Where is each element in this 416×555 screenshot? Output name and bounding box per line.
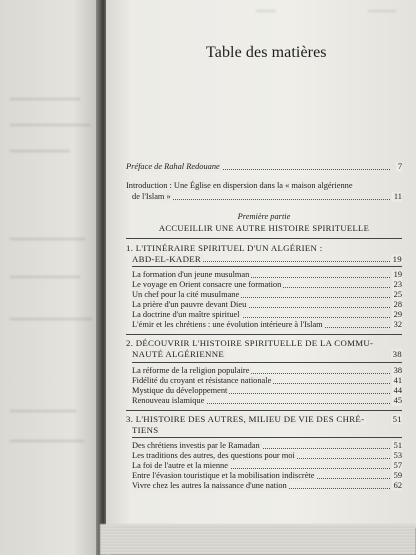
section-page: 38: [392, 349, 402, 359]
toc-entry-label: de l'Islam »: [132, 192, 171, 201]
toc-entry-preface: [126, 162, 402, 172]
toc-item-page: 57: [393, 461, 402, 470]
toc-item: [132, 280, 402, 290]
toc-item-label: L'émir et les chrétiens : une évolution intérieure à l'Islam: [132, 320, 323, 329]
section-divider: [126, 238, 402, 239]
toc-item-page: 25: [393, 290, 402, 299]
page-title: Table des matières: [206, 44, 327, 61]
toc-item: [132, 376, 402, 386]
toc-entry-label: Préface de Rahal Redouane: [126, 162, 220, 171]
toc-item-label: Des chrétiens investis par le Ramadan: [132, 441, 260, 450]
toc-item-page: 32: [393, 320, 402, 329]
toc-item-page: 19: [393, 270, 402, 279]
toc-item-page: 44: [393, 386, 402, 395]
toc-item: [132, 396, 402, 406]
toc-item-label: La réforme de la religion populaire: [132, 366, 250, 375]
section-3-title-cont: TIENS: [132, 425, 159, 435]
section-2-title-cont: [132, 349, 402, 359]
section-title-label: ABD-EL-KADER: [132, 254, 202, 264]
toc-item: [132, 320, 402, 330]
toc-item-page: 62: [393, 481, 402, 490]
toc-item: [132, 270, 402, 280]
toc-item: [132, 310, 402, 320]
toc-item-label: La formation d'un jeune musulman: [132, 270, 250, 279]
section-1-title: 1. L'ITINÉRAIRE SPIRITUEL D'UN ALGÉRIEN :: [126, 243, 323, 253]
page-stack-edge: [100, 524, 416, 555]
toc-item-page: 51: [393, 441, 402, 450]
toc-item: [132, 386, 402, 396]
section-page: 51: [392, 414, 402, 424]
section-underline: [132, 362, 402, 363]
toc-entry-introduction-cont: [132, 192, 402, 202]
toc-item: [132, 366, 402, 376]
toc-item-page: 41: [393, 376, 402, 385]
toc-item: [132, 451, 402, 461]
toc-item: [132, 290, 402, 300]
toc-item: [132, 300, 402, 310]
toc-item-page: 29: [393, 310, 402, 319]
section-title-label: NAUTÉ ALGÉRIENNE: [132, 349, 225, 359]
toc-entry-page: 11: [393, 192, 402, 201]
toc-item-label: La doctrine d'un maître spirituel: [132, 310, 240, 319]
toc-item-label: La foi de l'autre et la mienne: [132, 461, 228, 470]
toc-item-label: La prière d'un pauvre devant Dieu: [132, 300, 247, 309]
part-title: ACCUEILLIR UNE AUTRE HISTOIRE SPIRITUELLE: [158, 223, 370, 233]
toc-item-label: Les traditions des autres, des questions pour moi: [132, 451, 295, 460]
part-label: Première partie: [237, 212, 291, 221]
toc-item-label: Vivre chez les autres la naissance d'une nation: [132, 481, 287, 490]
section-divider: [126, 334, 402, 335]
section-underline: [132, 266, 402, 267]
toc-item-page: 53: [393, 451, 402, 460]
toc-item-page: 28: [393, 300, 402, 309]
toc-item-label: Entre l'évasion touristique et la mobilisation indiscrète: [132, 471, 315, 480]
toc-item: [132, 481, 402, 491]
toc-item: [132, 471, 402, 481]
toc-item-page: 45: [393, 396, 402, 405]
toc-entry-label: Introduction : Une Église en dispersion dans la « maison algérienne: [126, 181, 353, 190]
section-page: 19: [392, 254, 402, 264]
section-2-title: 2. DÉCOUVRIR L'HISTOIRE SPIRITUELLE DE LA COMMU-: [126, 338, 374, 348]
toc-entry-introduction: [126, 181, 402, 191]
toc-item-label: Fidélité du croyant et résistance nationale: [132, 376, 272, 385]
toc-item-page: 59: [393, 471, 402, 480]
section-1-title-cont: [132, 254, 402, 264]
toc-item-label: Renouveau islamique: [132, 396, 205, 405]
toc-item-label: Le voyage en Orient consacre une formation: [132, 280, 282, 289]
toc-item-label: Mystique du développement: [132, 386, 228, 395]
toc-page: [106, 0, 416, 528]
section-underline: [132, 437, 402, 438]
section-divider: [126, 410, 402, 411]
toc-entry-page: 7: [397, 162, 402, 171]
toc-item-page: 23: [393, 280, 402, 289]
facing-left-page: [0, 0, 104, 555]
section-title-label: 3. L'HISTOIRE DES AUTRES, MILIEU DE VIE DES CHRÉ-: [126, 414, 365, 424]
toc-item-page: 38: [393, 366, 402, 375]
toc-item: [132, 461, 402, 471]
section-3-title: [126, 414, 402, 424]
toc-item-label: Un chef pour la cité musulmane: [132, 290, 240, 299]
toc-item: [132, 441, 402, 451]
